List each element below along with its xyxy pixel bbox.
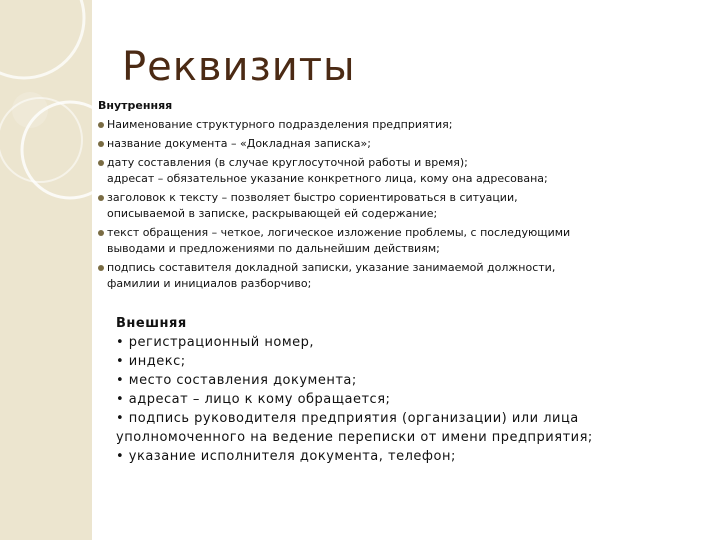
list-item — [98, 190, 698, 222]
bullet-icon — [98, 141, 104, 147]
list-item — [98, 136, 698, 152]
bullet-icon — [98, 230, 104, 236]
list-item-text: дату составления (в случае круглосуточной работы и время); — [107, 156, 468, 169]
list-item-continuation: выводами и предложениями по дальнейшим действиям; — [107, 242, 440, 255]
internal-list — [98, 117, 698, 292]
internal-heading: Внутренняя — [98, 99, 173, 112]
bullet-icon — [98, 265, 104, 271]
list-item-text: текст обращения – четкое, логическое изложение проблемы, с последующими — [107, 226, 571, 239]
list-item-text: название документа – «Докладная записка»; — [107, 137, 371, 150]
bullet-icon — [98, 195, 104, 201]
external-heading: Внешняя — [116, 316, 187, 331]
list-item-text: подпись составителя докладной записки, указание занимаемой должности, — [107, 261, 556, 274]
slide-title: Реквизиты — [122, 44, 356, 90]
list-item: уполномоченного на ведение переписки от имени предприятия; — [116, 430, 593, 445]
list-item: • индекс; — [116, 354, 186, 369]
external-requisites-section — [116, 314, 676, 466]
list-item — [98, 155, 698, 187]
list-item — [98, 225, 698, 257]
list-item — [98, 117, 698, 133]
list-item: • регистрационный номер, — [116, 335, 315, 350]
bullet-icon — [98, 122, 104, 128]
list-item-continuation: описываемой в записке, раскрывающей ей содержание; — [107, 207, 438, 220]
list-item-text: Наименование структурного подразделения предприятия; — [107, 118, 453, 131]
list-item-continuation: адресат – обязательное указание конкретного лица, кому она адресована; — [107, 172, 548, 185]
bullet-icon — [98, 160, 104, 166]
internal-requisites-section — [98, 98, 698, 295]
external-list — [116, 333, 676, 466]
decorative-circles-icon — [0, 0, 92, 540]
list-item-continuation: фамилии и инициалов разборчиво; — [107, 277, 312, 290]
list-item-text: заголовок к тексту – позволяет быстро сориентироваться в ситуации, — [107, 191, 518, 204]
list-item: • адресат – лицо к кому обращается; — [116, 392, 391, 407]
list-item — [98, 260, 698, 292]
list-item: • указание исполнителя документа, телефон; — [116, 449, 456, 464]
list-item: • место составления документа; — [116, 373, 357, 388]
list-item: • подпись руководителя предприятия (организации) или лица — [116, 411, 579, 426]
decorative-side-panel — [0, 0, 92, 540]
